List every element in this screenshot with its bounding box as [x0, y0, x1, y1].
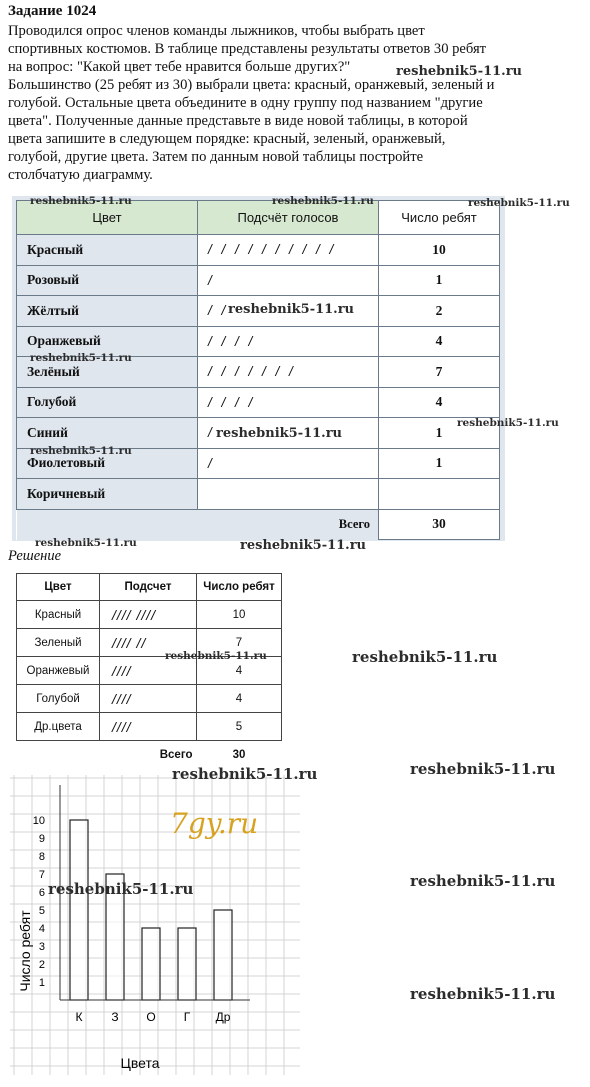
row-color: Коричневый — [17, 479, 198, 510]
watermark: reshebnik5-11.ru — [396, 64, 523, 79]
task-line-8: голубой, другие цвета. Затем по данным новой таблицы постройте — [8, 149, 424, 165]
sol-count: 5 — [197, 713, 282, 741]
row-tally: / / / / — [198, 387, 379, 418]
y-tick-label: 10 — [32, 815, 45, 827]
task-line-1: Проводился опрос членов команды лыжников, чтобы выбрать цвет — [8, 23, 425, 39]
row-tally: / / / / / / / — [198, 357, 379, 388]
sol-color: Др.цвета — [17, 713, 100, 741]
sol-tally: //// — [100, 685, 197, 713]
sol-color: Зеленый — [17, 629, 100, 657]
row-count: 2 — [379, 296, 500, 327]
textbook-table — [16, 200, 500, 540]
sol-total-label: Всего — [159, 748, 193, 761]
watermark: reshebnik5-11.ru — [172, 765, 318, 783]
x-tick-label: К — [75, 1010, 83, 1024]
total-label: Всего — [198, 509, 379, 540]
task-title: Задание 1024 — [8, 3, 97, 19]
sol-count: 4 — [197, 685, 282, 713]
watermark: reshebnik5-11.ru — [468, 197, 570, 209]
table-total-row — [17, 509, 500, 540]
sol-total-value: 30 — [232, 748, 246, 761]
solution-total-row — [17, 741, 282, 769]
y-tick-label: 7 — [38, 869, 45, 881]
y-tick-label: 4 — [38, 923, 45, 935]
sol-color: Красный — [17, 601, 100, 629]
solution-row — [17, 713, 282, 741]
table-row — [17, 479, 500, 510]
watermark: reshebnik5-11.ru — [30, 352, 132, 364]
bar-Др — [214, 910, 232, 1000]
x-tick-label: З — [111, 1010, 119, 1024]
row-color: Синий — [17, 418, 198, 449]
row-color: Жёлтый — [17, 296, 198, 327]
bar-Г — [178, 928, 196, 1000]
row-tally: / — [198, 448, 379, 479]
row-tally: / / — [198, 296, 379, 327]
total-value: 30 — [379, 509, 500, 540]
row-color: Фиолетовый — [17, 448, 198, 479]
row-count: 1 — [379, 418, 500, 449]
watermark: reshebnik5-11.ru — [410, 872, 556, 890]
solution-label: Решение — [8, 548, 62, 564]
watermark: reshebnik5-11.ru — [272, 195, 374, 207]
header-color: Цвет — [17, 201, 198, 235]
watermark: reshebnik5-11.ru — [352, 648, 498, 666]
row-count: 10 — [379, 235, 500, 266]
task-line-2: спортивных костюмов. В таблице представлены результаты ответов 30 ребят — [8, 41, 487, 57]
watermark: reshebnik5-11.ru — [30, 445, 132, 457]
solution-header-row — [17, 574, 282, 601]
y-tick-label: 6 — [38, 887, 45, 899]
solution-row — [17, 601, 282, 629]
task-line-9: столбчатую диаграмму. — [8, 167, 153, 183]
row-tally: / / / / / / / / / / — [198, 235, 379, 266]
x-tick-label: О — [146, 1010, 156, 1024]
table-row — [17, 387, 500, 418]
bar-chart — [10, 775, 300, 1075]
solution-table — [16, 573, 282, 768]
header-count: Число ребят — [379, 201, 500, 235]
table-row — [17, 235, 500, 266]
row-tally: / / / / — [198, 326, 379, 357]
chart-x-label: Цвета — [120, 1055, 160, 1071]
y-tick-label: 8 — [38, 851, 45, 863]
watermark: reshebnik5-11.ru — [410, 985, 556, 1003]
row-count — [379, 479, 500, 510]
y-tick-label: 1 — [38, 977, 45, 989]
sol-header-count: Число ребят — [197, 574, 282, 601]
row-color: Розовый — [17, 265, 198, 296]
textbook-table-panel — [12, 196, 505, 541]
row-color: Оранжевый — [17, 326, 198, 357]
sol-count: 4 — [197, 657, 282, 685]
header-tally: Подсчёт голосов — [198, 201, 379, 235]
y-tick-label: 2 — [38, 959, 45, 971]
watermark: reshebnik5-11.ru — [35, 537, 137, 549]
x-tick-label: Г — [183, 1010, 191, 1024]
watermark: reshebnik5-11.ru — [228, 302, 355, 317]
watermark: reshebnik5-11.ru — [240, 538, 367, 553]
watermark: reshebnik5-11.ru — [216, 426, 343, 441]
sol-tally: //// // — [100, 629, 197, 657]
y-tick-label: 3 — [38, 941, 45, 953]
sol-count: 10 — [197, 601, 282, 629]
row-color: Красный — [17, 235, 198, 266]
sol-header-tally: Подсчет — [100, 574, 197, 601]
task-line-6: цвета". Полученные данные представьте в виде новой таблицы, в которой — [8, 113, 468, 129]
watermark: reshebnik5-11.ru — [48, 880, 194, 898]
sol-header-color: Цвет — [17, 574, 100, 601]
row-color: Зелёный — [17, 357, 198, 388]
row-count: 7 — [379, 357, 500, 388]
row-count: 4 — [379, 326, 500, 357]
row-count: 1 — [379, 448, 500, 479]
row-color: Голубой — [17, 387, 198, 418]
row-tally: / — [198, 418, 379, 449]
solution-row — [17, 685, 282, 713]
bar-К — [70, 820, 88, 1000]
sol-tally: //// — [100, 657, 197, 685]
table-row — [17, 265, 500, 296]
row-count: 1 — [379, 265, 500, 296]
sol-tally: //// — [100, 713, 197, 741]
watermark: reshebnik5-11.ru — [457, 417, 559, 429]
logo-7gy: 7gy.ru — [170, 807, 259, 840]
row-count: 4 — [379, 387, 500, 418]
sol-color: Голубой — [17, 685, 100, 713]
chart-y-label: Число ребят — [17, 910, 33, 992]
row-tally: / — [198, 265, 379, 296]
y-tick-label: 5 — [38, 905, 45, 917]
task-line-3: на вопрос: "Какой цвет тебе нравится больше других?" — [8, 59, 351, 75]
watermark: reshebnik5-11.ru — [30, 195, 132, 207]
task-line-5: голубой. Остальные цвета объедините в одну группу под названием "другие — [8, 95, 483, 111]
bar-О — [142, 928, 160, 1000]
watermark: reshebnik5-11.ru — [410, 760, 556, 778]
sol-tally: //// //// — [100, 601, 197, 629]
watermark: reshebnik5-11.ru — [165, 650, 267, 662]
task-line-4: Большинство (25 ребят из 30) выбрали цвета: красный, оранжевый, зеленый и — [8, 77, 495, 93]
x-tick-label: Др — [215, 1010, 231, 1024]
task-line-7: цвета запишите в следующем порядке: красный, зеленый, оранжевый, — [8, 131, 446, 147]
chart-bars — [70, 820, 232, 1000]
row-tally — [198, 479, 379, 510]
sol-count: 7 — [197, 629, 282, 657]
sol-color: Оранжевый — [17, 657, 100, 685]
y-tick-label: 9 — [38, 833, 45, 845]
